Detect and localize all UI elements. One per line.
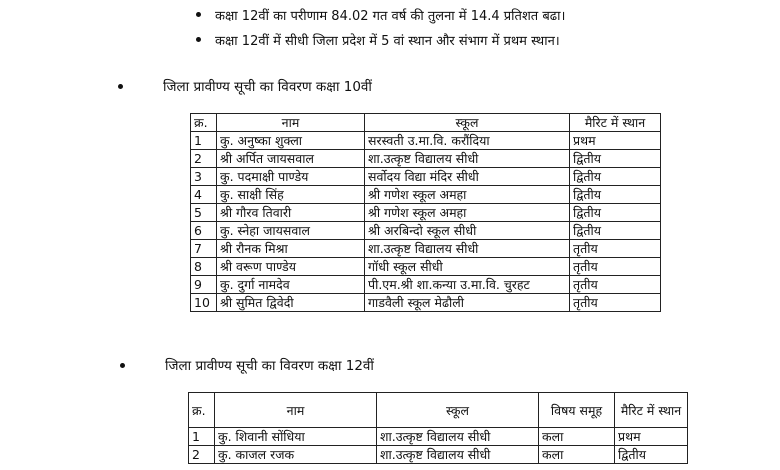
serial-cell: 2	[191, 150, 217, 168]
serial-cell: 4	[191, 186, 217, 204]
serial-cell: 1	[189, 428, 215, 446]
table-row	[191, 258, 661, 276]
subject-cell: कला	[539, 446, 615, 464]
section-heading-text: जिला प्रावीण्य सूची का विवरण कक्षा 10वीं	[163, 79, 372, 95]
name-cell: कु. पदमाक्षी पाण्डेय	[217, 168, 365, 186]
section-heading-text: जिला प्रावीण्य सूची का विवरण कक्षा 12वीं	[165, 358, 374, 374]
bullet-icon	[196, 37, 201, 42]
table-row	[191, 150, 661, 168]
school-cell: शा.उत्कृष्ट विद्यालय सीधी	[365, 240, 570, 258]
name-cell: कु. काजल रजक	[215, 446, 377, 464]
name-cell: कु. स्नेहा जायसवाल	[217, 222, 365, 240]
school-cell: सरस्वती उ.मा.वि. करौंदिया	[365, 132, 570, 150]
rank-cell: द्वितीय	[570, 222, 661, 240]
name-cell: श्री वरूण पाण्डेय	[217, 258, 365, 276]
name-cell: कु. अनुष्का शुक्ला	[217, 132, 365, 150]
rank-cell: द्वितीय	[570, 168, 661, 186]
table-row	[191, 132, 661, 150]
result-point-text: कक्षा 12वीं का परीणाम 84.02 गत वर्ष की तुलना में 14.4 प्रतिशत बढा।	[215, 9, 566, 24]
name-cell: कु. साक्षी सिंह	[217, 186, 365, 204]
rank-cell: तृतीय	[570, 240, 661, 258]
header-school: स्कूल	[377, 393, 539, 428]
school-cell: श्री गणेश स्कूल अमहा	[365, 204, 570, 222]
section-heading-12	[165, 357, 374, 375]
rank-cell: द्वितीय	[615, 446, 688, 464]
header-merit-rank: मैरिट में स्थान	[570, 114, 661, 132]
serial-cell: 10	[191, 294, 217, 312]
name-cell: कु. शिवानी सोंधिया	[215, 428, 377, 446]
result-point-1	[196, 8, 565, 26]
table-row	[191, 276, 661, 294]
table-row	[191, 186, 661, 204]
serial-cell: 2	[189, 446, 215, 464]
rank-cell: तृतीय	[570, 258, 661, 276]
rank-cell: तृतीय	[570, 276, 661, 294]
name-cell: श्री सुमित द्विवेदी	[217, 294, 365, 312]
school-cell: शा.उत्कृष्ट विद्यालय सीधी	[365, 150, 570, 168]
table-header-row	[191, 114, 661, 132]
rank-cell: प्रथम	[570, 132, 661, 150]
serial-cell: 1	[191, 132, 217, 150]
school-cell: श्री अरबिन्दो स्कूल सीधी	[365, 222, 570, 240]
school-cell: गाडवैली स्कूल मेढौली	[365, 294, 570, 312]
header-school: स्कूल	[365, 114, 570, 132]
header-serial: क्र.	[191, 114, 217, 132]
header-serial: क्र.	[189, 393, 215, 428]
rank-cell: तृतीय	[570, 294, 661, 312]
serial-cell: 3	[191, 168, 217, 186]
result-point-text: कक्षा 12वीं में सीधी जिला प्रदेश में 5 वां स्थान और संभाग में प्रथम स्थान।	[215, 34, 560, 49]
table-row	[191, 222, 661, 240]
table-row	[191, 204, 661, 222]
school-cell: गॉधी स्कूल सीधी	[365, 258, 570, 276]
bullet-icon	[120, 363, 125, 368]
header-name: नाम	[217, 114, 365, 132]
school-cell: शा.उत्कृष्ट विद्यालय सीधी	[377, 446, 539, 464]
school-cell: सर्वोदय विद्या मंदिर सीधी	[365, 168, 570, 186]
header-name: नाम	[215, 393, 377, 428]
merit-table-class-12	[188, 392, 688, 464]
table-row	[189, 446, 688, 464]
header-subject-group: विषय समूह	[539, 393, 615, 428]
school-cell: श्री गणेश स्कूल अमहा	[365, 186, 570, 204]
result-point-2	[196, 33, 560, 51]
rank-cell: द्वितीय	[570, 204, 661, 222]
school-cell: पी.एम.श्री शा.कन्या उ.मा.वि. चुरहट	[365, 276, 570, 294]
serial-cell: 9	[191, 276, 217, 294]
merit-table-class-10	[190, 113, 661, 312]
name-cell: श्री गौरव तिवारी	[217, 204, 365, 222]
table-row	[191, 240, 661, 258]
bullet-icon	[196, 12, 201, 17]
rank-cell: द्वितीय	[570, 186, 661, 204]
subject-cell: कला	[539, 428, 615, 446]
serial-cell: 8	[191, 258, 217, 276]
serial-cell: 5	[191, 204, 217, 222]
table-header-row	[189, 393, 688, 428]
rank-cell: प्रथम	[615, 428, 688, 446]
name-cell: कु. दुर्गा नामदेव	[217, 276, 365, 294]
serial-cell: 6	[191, 222, 217, 240]
school-cell: शा.उत्कृष्ट विद्यालय सीधी	[377, 428, 539, 446]
name-cell: श्री रौनक मिश्रा	[217, 240, 365, 258]
name-cell: श्री अर्पित जायसवाल	[217, 150, 365, 168]
table-row	[191, 168, 661, 186]
table-row	[191, 294, 661, 312]
table-row	[189, 428, 688, 446]
header-merit-rank: मैरिट में स्थान	[615, 393, 688, 428]
section-heading-10	[163, 78, 372, 96]
serial-cell: 7	[191, 240, 217, 258]
bullet-icon	[118, 84, 123, 89]
rank-cell: द्वितीय	[570, 150, 661, 168]
